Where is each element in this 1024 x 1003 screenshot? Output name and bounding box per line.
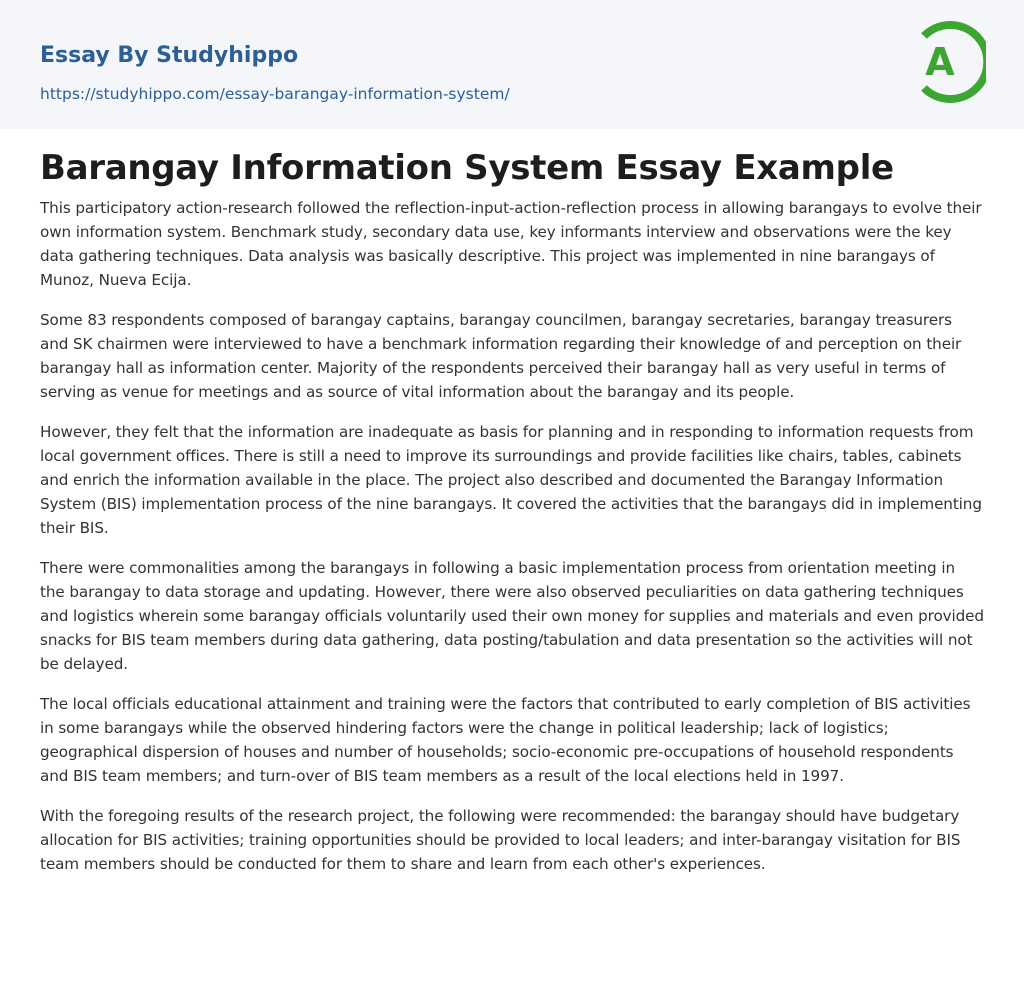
- logo-letter: A: [925, 40, 955, 84]
- paragraph: There were commonalities among the barangays in following a basic implementation process from orientation meeting in the barangay to data storage and updating. However, there were also observed peculiarities on data gathering techniques and logistics wherein some barangay officials voluntarily used their own money for supplies and materials and even provided snacks for BIS team members during data gathering, data posting/tabulation and data presentation so the activities will not be delayed.: [40, 559, 984, 673]
- essay-url-link[interactable]: https://studyhippo.com/essay-barangay-information-system/: [40, 85, 510, 103]
- paragraph: This participatory action-research followed the reflection-input-action-reflection process in allowing barangays to evolve their own information system. Benchmark study, secondary data use, key informants interview and observations were the key data gathering techniques. Data analysis was basically descriptive. This project was implemented in nine barangays of Munoz, Nueva Ecija.: [40, 199, 982, 289]
- paragraph: With the foregoing results of the research project, the following were recommended: the barangay should have budgetary allocation for BIS activities; training opportunities should be provided to local leaders; and inter-barangay visitation for BIS team members should be conducted for them to share and learn from each other's experiences.: [40, 807, 961, 873]
- paragraph: The local officials educational attainment and training were the factors that contributed to early completion of BIS activities in some barangays while the observed hindering factors were the change in political leadership; lack of logistics; geographical dispersion of houses and number of households; socio-economic pre-occupations of household respondents and BIS team members; and turn-over of BIS team members as a result of the local elections held in 1997.: [40, 695, 971, 785]
- paragraph: Some 83 respondents composed of barangay captains, barangay councilmen, barangay secretaries, barangay treasurers and SK chairmen were interviewed to have a benchmark information regarding their knowledge of and perception on their barangay hall as information center. Majority of the respondents perceived their barangay hall as very useful in terms of serving as venue for meetings and as source of vital information about the barangay and its people.: [40, 311, 962, 401]
- studyhippo-logo-icon[interactable]: [912, 19, 986, 105]
- site-header: [0, 0, 1024, 129]
- article: [40, 140, 984, 892]
- site-name: Essay By Studyhippo: [40, 43, 299, 68]
- paragraph: However, they felt that the information are inadequate as basis for planning and in responding to information requests from local government offices. There is still a need to improve its surroundings and provide facilities like chairs, tables, cabinets and enrich the information available in the place. The project also described and documented the Barangay Information System (BIS) implementation process of the nine barangays. It covered the activities that the barangays did in implementing their BIS.: [40, 423, 982, 537]
- page-title: Barangay Information System Essay Example: [40, 148, 894, 188]
